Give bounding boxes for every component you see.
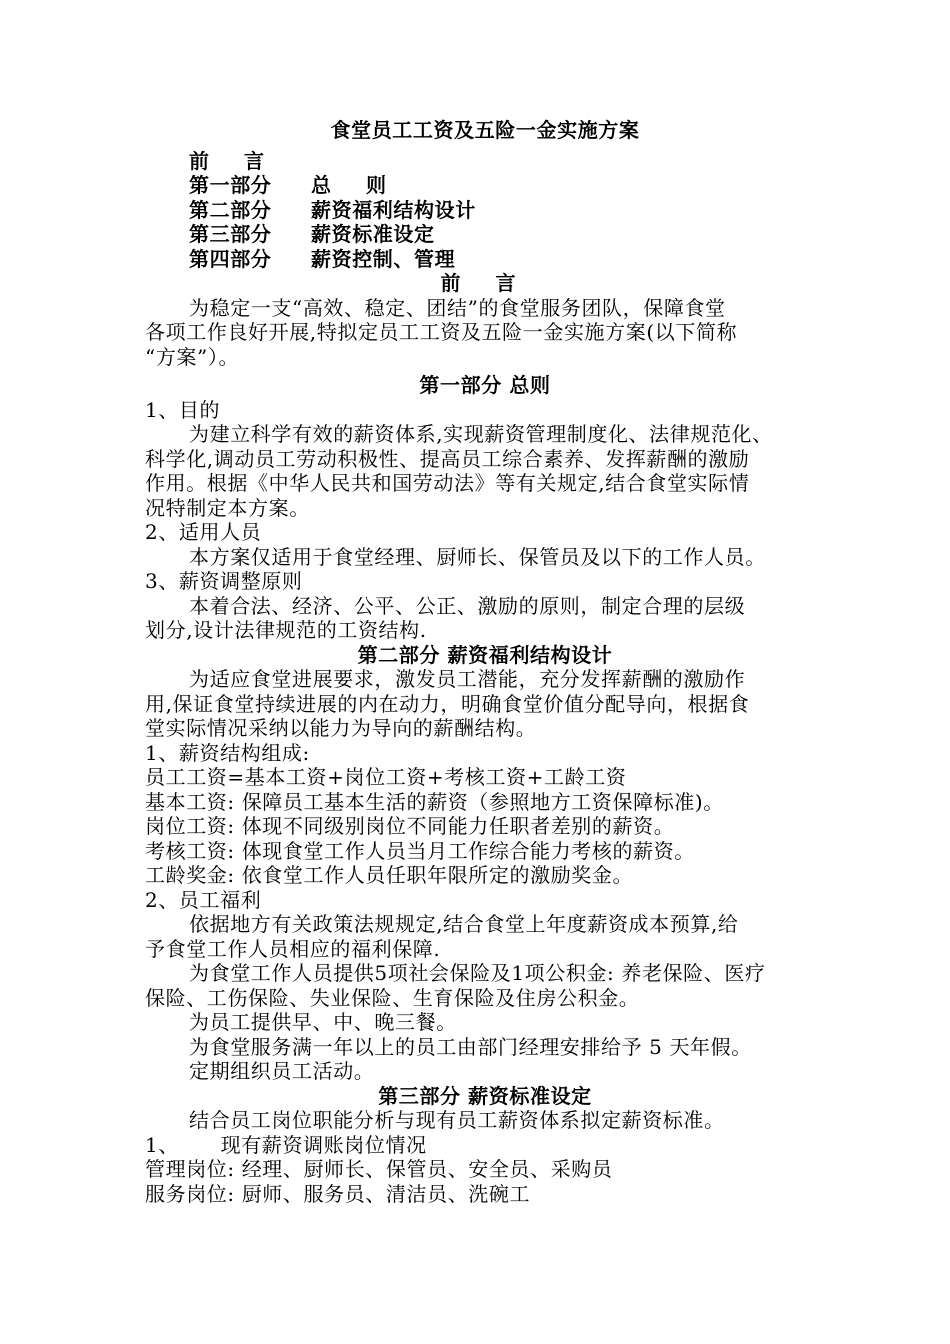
section-title: 1、 现有薪资调账岗位情况 — [145, 1132, 427, 1157]
paragraph-line: 服务岗位: 厨师、服务员、清洁员、洗碗工 — [145, 1181, 531, 1206]
paragraph-line: 基本工资: 保障员工基本生活的薪资（参照地方工资保障标准)。 — [145, 789, 724, 814]
section-title: 2、员工福利 — [145, 887, 262, 912]
paragraph-line: 为食堂服务满一年以上的员工由部门经理安排给予 5 天年假。 — [189, 1034, 752, 1059]
paragraph-line: 管理岗位: 经理、厨师长、保管员、安全员、采购员 — [145, 1157, 613, 1181]
paragraph-line: 考核工资: 体现食堂工作人员当月工作综合能力考核的薪资。 — [145, 838, 695, 863]
part3-heading: 第三部分 薪资标准设定 — [378, 1083, 592, 1108]
paragraph-line: 堂实际情况采纳以能力为导向的薪酬结构。 — [145, 716, 537, 740]
paragraph-line: 划分,设计法律规范的工资结构. — [145, 618, 427, 642]
paragraph-line: 予食堂工作人员相应的福利保障. — [145, 936, 441, 961]
paragraph-line: 为建立科学有效的薪资体系,实现薪资管理制度化、法律规范化、 — [189, 422, 773, 446]
paragraph-line: 依据地方有关政策法规规定,结合食堂上年度薪资成本预算,给 — [189, 912, 739, 936]
toc-part-3: 第三部分 薪资标准设定 — [189, 222, 435, 246]
preface-line: 为稳定一支“高效、稳定、团结”的食堂服务团队，保障食堂 — [189, 295, 726, 320]
paragraph-line: 况特制定本方案。 — [145, 495, 310, 520]
paragraph-line: 为适应食堂进展要求，激发员工潜能，充分发挥薪酬的激励作 — [189, 667, 746, 691]
section-title: 1、目的 — [145, 397, 221, 422]
paragraph-line: 本方案仅适用于食堂经理、厨师长、保管员及以下的工作人员。 — [189, 544, 766, 569]
preface-line: 各项工作良好开展,特拟定员工工资及五险一金实施方案(以下简称 — [145, 320, 738, 344]
paragraph-line: 为员工提供早、中、晚三餐。 — [189, 1010, 457, 1034]
toc-preface: 前 言 — [189, 148, 278, 173]
paragraph-line: 员工工资=基本工资+岗位工资+考核工资+工龄工资 — [145, 765, 627, 789]
paragraph-line: 岗位工资: 体现不同级别岗位不同能力任职者差别的薪资。 — [145, 814, 675, 838]
paragraph-line: 为食堂工作人员提供5项社会保险及1项公积金: 养老保险、医疗 — [189, 961, 766, 985]
table-of-contents — [145, 149, 825, 272]
paragraph-line: 定期组织员工活动。 — [189, 1059, 375, 1083]
paragraph-line: 本着合法、经济、公平、公正、激励的原则，制定合理的层级 — [189, 593, 746, 618]
toc-part-2: 第二部分 薪资福利结构设计 — [189, 197, 476, 222]
section-title: 1、薪资结构组成: — [145, 740, 310, 765]
section-title: 3、薪资调整原则 — [145, 569, 303, 593]
preface-line: “方案”）。 — [145, 344, 240, 369]
paragraph-line: 保险、工伤保险、失业保险、生育保险及住房公积金。 — [145, 985, 640, 1010]
paragraph-line: 用,保证食堂持续进展的内在动力，明确食堂价值分配导向，根据食 — [145, 691, 750, 716]
part2-heading: 第二部分 薪资福利结构设计 — [357, 642, 613, 667]
paragraph-line: 结合员工岗位职能分析与现有员工薪资体系拟定薪资标准。 — [189, 1108, 725, 1132]
preface-heading: 前 言 — [440, 271, 530, 295]
document-title: 食堂员工工资及五险一金实施方案 — [330, 118, 640, 142]
section-title: 2、适用人员 — [145, 520, 262, 544]
toc-part-4: 第四部分 薪资控制、管理 — [189, 246, 456, 271]
toc-part-1: 第一部分 总 则 — [189, 173, 400, 197]
part1-heading: 第一部分 总则 — [419, 373, 551, 397]
paragraph-line: 工龄奖金: 依食堂工作人员任职年限所定的激励奖金。 — [145, 863, 634, 887]
document-page — [145, 118, 825, 1206]
paragraph-line: 作用。根据《中华人民共和国劳动法》等有关规定,结合食堂实际情 — [145, 471, 750, 495]
paragraph-line: 科学化,调动员工劳动积极性、提高员工综合素养、发挥薪酬的激励 — [145, 446, 750, 471]
